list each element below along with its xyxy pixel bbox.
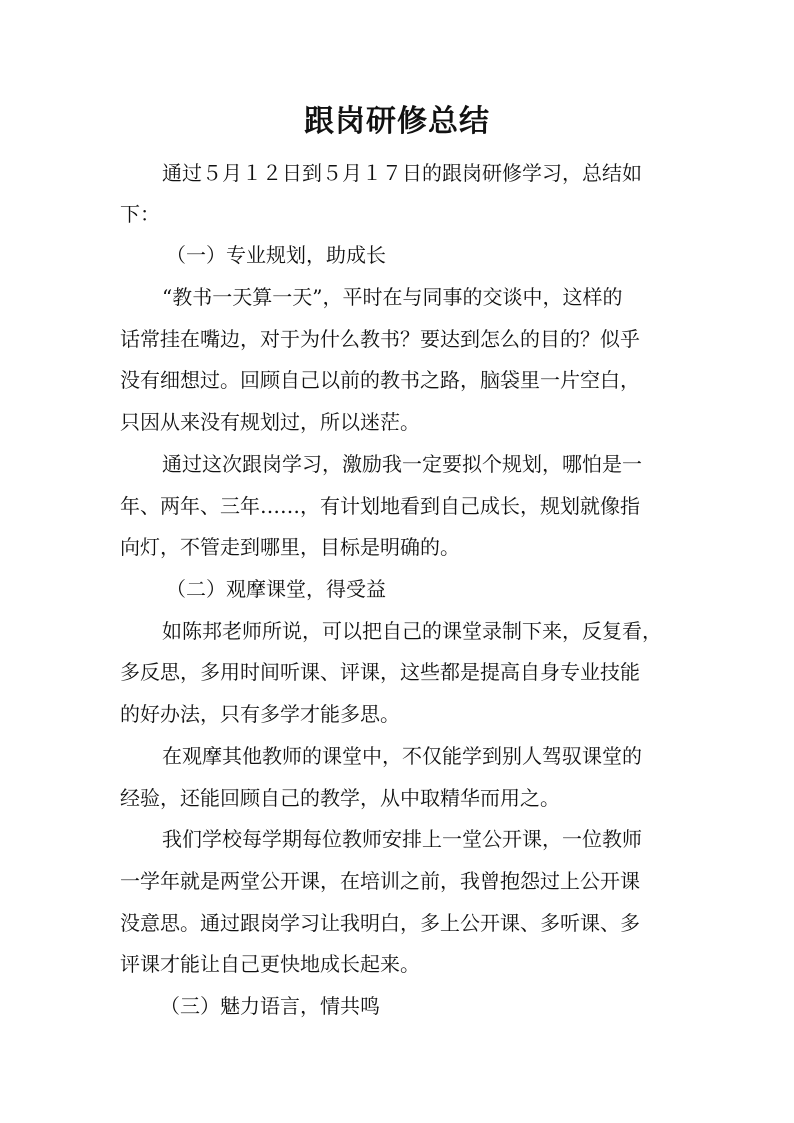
document-title: 跟岗研修总结 [304,104,490,139]
paragraph-line: 多反思，多用时间听课、评课，这些都是提高自身专业技能 [120,660,640,684]
section-heading: （二）观摩课堂，得受益 [166,577,386,601]
paragraph-line: 在观摩其他教师的课堂中，不仅能学到别人驾驭课堂的 [162,744,642,768]
section-heading: （一）专业规划，助成长 [166,243,386,267]
paragraph-line: 通过这次跟岗学习，激励我一定要拟个规划，哪怕是一 [162,452,642,476]
paragraph-line: “教书一天算一天”，平时在与同事的交谈中，这样的 [162,285,623,309]
paragraph-line: 只因从来没有规划过，所以迷茫。 [120,410,420,434]
paragraph-line: 向灯，不管走到哪里，目标是明确的。 [120,535,460,559]
paragraph-line: 经验，还能回顾自己的教学，从中取精华而用之。 [120,786,560,810]
paragraph-line: 如陈邦老师所说，可以把自己的课堂录制下来，反复看， [162,619,662,643]
paragraph-line: 评课才能让自己更快地成长起来。 [120,952,420,976]
paragraph-line: 没有细想过。回顾自己以前的教书之路，脑袋里一片空白， [120,368,640,392]
paragraph-line: 的好办法，只有多学才能多思。 [120,702,400,726]
paragraph-line: 没意思。通过跟岗学习让我明白，多上公开课、多听课、多 [120,911,640,935]
paragraph-line: 年、两年、三年……，有计划地看到自己成长，规划就像指 [120,494,640,518]
section-heading: （三）魅力语言，情共鸣 [160,994,380,1018]
paragraph-line: 一学年就是两堂公开课，在培训之前，我曾抱怨过上公开课 [120,869,640,893]
paragraph-line: 我们学校每学期每位教师安排上一堂公开课，一位教师 [162,827,642,851]
paragraph-line: 下： [120,202,160,226]
paragraph-line: 话常挂在嘴边，对于为什么教书？要达到怎么的目的？似乎 [120,327,640,351]
paragraph-line: 通过５月１２日到５月１７日的跟岗研修学习，总结如 [162,161,642,185]
